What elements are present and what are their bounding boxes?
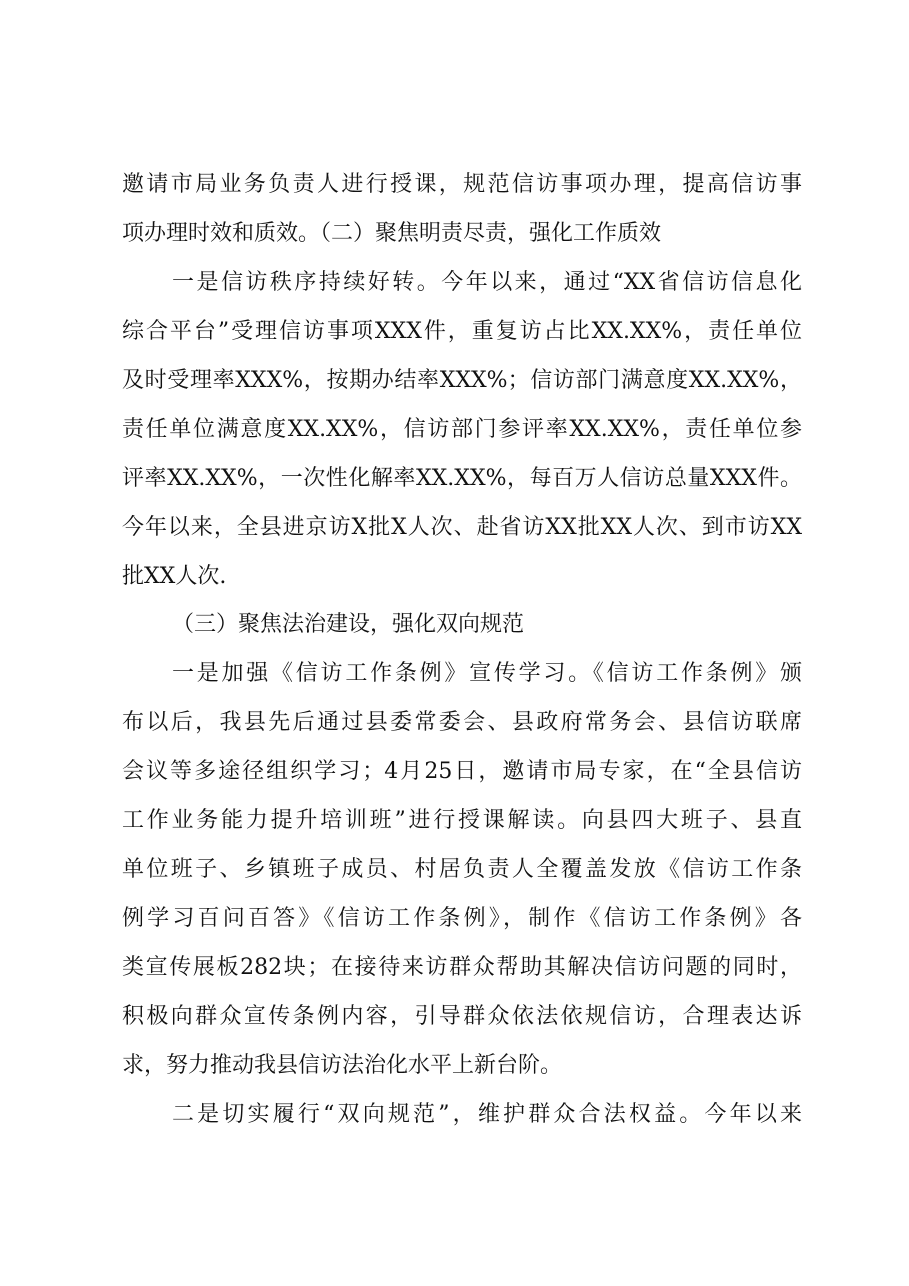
paragraph-line-16: 例学习百问百答》《信访工作条例》，制作《信访工作条例》各 [122,906,802,931]
paragraph-line-18: 积极向群众宣传条例内容，引导群众依法依规信访，合理表达诉 [122,1004,802,1029]
paragraph-line-19: 求，努力推动我县信访法治化水平上新台阶。 [122,1053,563,1078]
paragraph-line-5: 及时受理率XXX%，按期办结率XXX%；信访部门满意度XX.XX%， [122,368,802,393]
paragraph-line-2: 项办理时效和质效。（二）聚焦明责尽责，强化工作质效 [122,221,662,246]
paragraph-line-13: 会议等多途径组织学习；4月25日，邀请市局专家，在“全县信访 [122,759,802,784]
paragraph-line-7: 评率XX.XX%，一次性化解率XX.XX%，每百万人信访总量XXX件。 [122,466,802,491]
paragraph-line-8: 今年以来，全县进京访X批X人次、赴省访XX批XX人次、到市访XX [122,515,802,540]
paragraph-line-9: 批XX人次. [122,564,227,589]
paragraph-line-11: 一是加强《信访工作条例》宣传学习。《信访工作条例》颁 [172,661,802,686]
paragraph-line-4: 综合平台”受理信访事项XXX件，重复访占比XX.XX%，责任单位 [122,319,802,344]
paragraph-line-3: 一是信访秩序持续好转。今年以来，通过“XX省信访信息化 [172,270,802,295]
paragraph-line-6: 责任单位满意度XX.XX%，信访部门参评率XX.XX%，责任单位参 [122,417,802,442]
section-heading: （三）聚焦法治建设，强化双向规范 [172,612,525,637]
paragraph-line-14: 工作业务能力提升培训班”进行授课解读。向县四大班子、县直 [122,808,802,833]
paragraph-line-17: 类宣传展板282块；在接待来访群众帮助其解决信访问题的同时， [122,955,802,980]
paragraph-line-20: 二是切实履行“双向规范”，维护群众合法权益。今年以来 [172,1102,802,1127]
paragraph-line-15: 单位班子、乡镇班子成员、村居负责人全覆盖发放《信访工作条 [122,857,802,882]
paragraph-line-12: 布以后，我县先后通过县委常委会、县政府常务会、县信访联席 [122,710,802,735]
paragraph-line-1: 邀请市局业务负责人进行授课，规范信访事项办理，提高信访事 [122,172,802,197]
